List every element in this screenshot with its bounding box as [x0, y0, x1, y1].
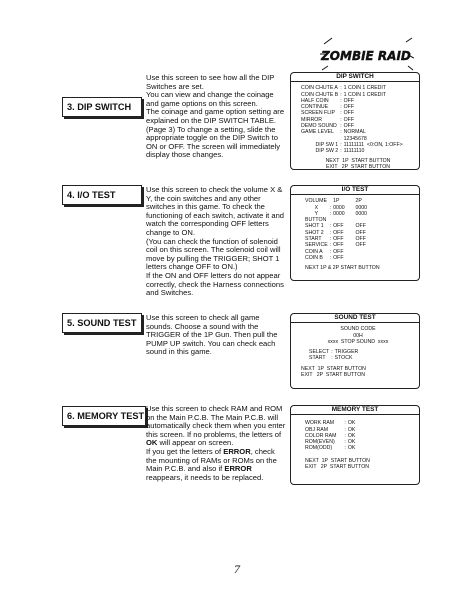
- memory-desc-para: Use this screen to check RAM and ROM on the Main P.C.B. The Main P.C.B. will automatically check them when you enter this screen. If no problems, the letters of OK will appear on screen.: [146, 404, 286, 448]
- table-row: BUTTON: [305, 217, 327, 224]
- table-row: COIN A : OFF: [305, 248, 344, 255]
- table-row: Y : 0000 0000: [314, 210, 368, 217]
- io-desc-para: (You can check the function of solenoid coil on this screen. The solenoid coil will move by pulling the TRIGGER; SHOT 1 letters change OFF to ON.): [146, 236, 281, 272]
- dip-switch-description: [146, 74, 286, 160]
- table-row: WORK RAM : OK: [305, 420, 356, 427]
- table-row: SCREEN FLIP : OFF: [301, 110, 355, 117]
- sound-screen-title: SOUND TEST: [291, 314, 419, 323]
- table-row: DIP SW 2 : 11111110: [315, 148, 365, 155]
- sound-code-value: 00H: [353, 332, 363, 339]
- memory-test-screen: [290, 405, 420, 485]
- memory-results-table: [305, 420, 357, 451]
- table-row: COIN B : OFF: [305, 254, 344, 261]
- next-instruction: NEXT 1P START BUTTON: [305, 457, 370, 464]
- sound-code-label: SOUND CODE: [340, 326, 376, 333]
- section-header-io-test: 4. I/O TEST: [62, 185, 142, 205]
- memory-test-description: [146, 405, 286, 482]
- table-row: MIRROR : OFF: [301, 116, 355, 123]
- memory-screen-title: MEMORY TEST: [291, 406, 419, 415]
- table-row: SHOT 2 : OFF OFF: [305, 229, 366, 236]
- table-row: SHOT 1 : OFF OFF: [305, 223, 366, 230]
- dip-desc-para: You can view and change the coinage and game options on this screen.: [146, 90, 274, 108]
- dip-desc-para: Use this screen to see how all the DIP Switches are set.: [146, 73, 275, 91]
- section-header-memory-test: 6. MEMORY TEST: [62, 406, 146, 426]
- dip-digit-header: 12345678: [343, 135, 367, 142]
- table-row: ROM(ODD) : OK: [305, 445, 356, 452]
- io-desc-para: Use this screen to check the volume X & Y, the coin switches and any other switches in this game. To check the functioning of each switch, activate it and watch the corresponding OFF letters change to ON.: [146, 185, 285, 237]
- table-row: DIP SW 1 : 11111111 <0:ON, 1:OFF>: [315, 141, 403, 148]
- io-test-description: [146, 186, 286, 298]
- exit-instruction: EXIT 2P START BUTTON: [301, 372, 365, 379]
- table-row: COIN CHUTE A : 1 COIN 1 CREDIT: [301, 85, 387, 92]
- dip-switch-screen: [290, 72, 420, 170]
- next-instruction: NEXT 1P START BUTTON: [325, 157, 391, 164]
- sound-test-description: [146, 314, 286, 357]
- table-row: ROM(EVEN) : OK: [305, 439, 356, 446]
- table-row: X : 0000 0000: [314, 204, 368, 211]
- sound-controls-table: [309, 349, 360, 362]
- sound-desc-para: Use this screen to check all game sounds. Choose a sound with the TRIGGER of the 1P Gun. Then pull the PUMP UP switch. You can check each sound in this game.: [146, 313, 278, 357]
- next-instruction: NEXT 1P & 2P START BUTTON: [305, 265, 380, 272]
- table-row: VOLUME 1P 2P: [305, 198, 362, 205]
- exit-instruction: EXIT 2P START BUTTON: [305, 464, 369, 471]
- table-row: COLOR RAM : OK: [305, 432, 356, 439]
- page-number: 7: [234, 562, 240, 576]
- table-row: START : STOCK: [309, 355, 353, 362]
- section-header-sound-test: 5. SOUND TEST: [62, 313, 142, 333]
- memory-desc-para: If you get the letters of ERROR, check the mounting of RAMs or ROMs on the Main P.C.B. and also if ERROR reappears, it needs to be replaced.: [146, 446, 277, 482]
- io-desc-para: If the ON and OFF letters do not appear correctly, check the Harness connections and Switches.: [146, 270, 284, 298]
- table-row: START : OFF OFF: [305, 236, 366, 243]
- table-row: DEMO SOUND : OFF: [301, 123, 355, 130]
- section-header-dip-switch: 3. DIP SWITCH: [62, 97, 142, 117]
- dip-desc-para: The coinage and game option setting are explained on the DIP SWITCH TABLE. (Page 3) To change a setting, slide the appropriate toggle on the DIP Switch to ON or OFF. The screen will immediately display those changes.: [146, 107, 285, 160]
- sound-test-screen: [290, 313, 420, 389]
- dip-settings-table: [301, 85, 405, 154]
- table-row: HALF COIN : OFF: [301, 97, 355, 104]
- exit-instruction: EXIT 2P START BUTTON: [326, 163, 390, 170]
- table-row: SERVICE : OFF OFF: [305, 242, 366, 249]
- logo-text: ZOMBIE RAID: [321, 49, 411, 63]
- io-test-screen: [290, 185, 420, 281]
- dip-screen-title: DIP SWITCH: [291, 73, 419, 82]
- table-row: GAME LEVEL : NORMAL: [301, 129, 366, 136]
- zombie-raid-logo: [318, 36, 414, 72]
- stop-sound-label: xxxx STOP SOUND xxxx: [327, 338, 389, 345]
- next-instruction: NEXT 1P START BUTTON: [301, 365, 366, 372]
- table-row: COIN CHUTE B : 1 COIN 1 CREDIT: [301, 91, 387, 98]
- io-screen-title: I/O TEST: [291, 186, 419, 195]
- table-row: CONTINUE : OFF: [301, 104, 355, 111]
- table-row: SELECT : TRIGGER: [309, 349, 359, 356]
- table-row: OBJ RAM : OK: [305, 426, 356, 433]
- io-status-table: [305, 198, 369, 261]
